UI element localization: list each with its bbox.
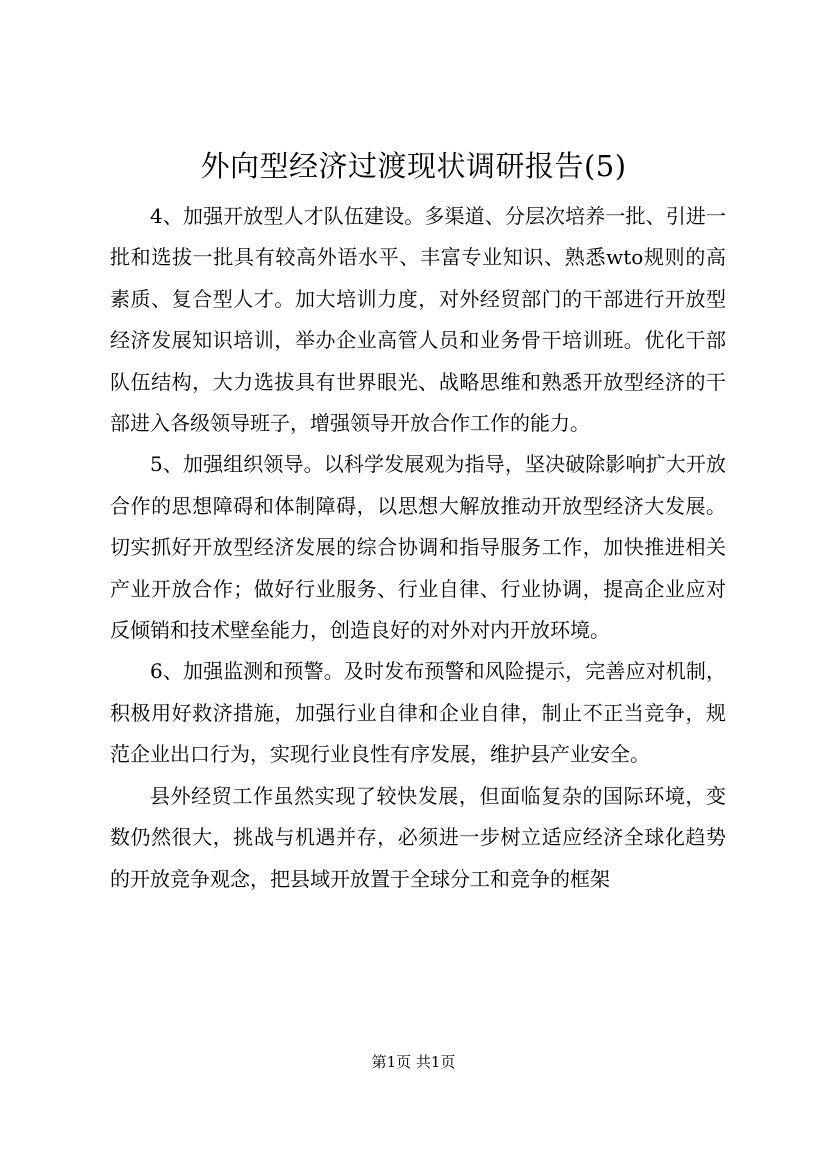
paragraph-talent-building: 4、加强开放型人才队伍建设。多渠道、分层次培养一批、引进一批和选拔一批具有较高外语水平、丰富专业知识、熟悉wto规则的高素质、复合型人才。加大培训力度，对外经贸部门的干部进行开放型经济发展知识培训，举办企业高管人员和业务骨干培训班。优化干部队伍结构，大力选拔具有世界眼光、战略思维和熟悉开放型经济的干部进入各级领导班子，增强领导开放合作工作的能力。: [110, 204, 726, 436]
document-body: [110, 196, 726, 900]
paragraph-organization-leadership: 5、加强组织领导。以科学发展观为指导，坚决破除影响扩大开放合作的思想障碍和体制障碍，以思想大解放推动开放型经济大发展。切实抓好开放型经济发展的综合协调和指导服务工作，加快推进相关产业开放合作；做好行业服务、行业自律、行业协调，提高企业应对反倾销和技术壁垒能力，创造良好的对外对内开放环境。: [110, 452, 726, 643]
page-footer: 第1页 共1页: [371, 1053, 456, 1071]
paragraph-conclusion: 县外经贸工作虽然实现了较快发展，但面临复杂的国际环境，变数仍然很大，挑战与机遇并存，必须进一步树立适应经济全球化趋势的开放竞争观念，把县域开放置于全球分工和竞争的框架: [110, 783, 726, 891]
document-title: 外向型经济过渡现状调研报告(5): [200, 149, 627, 183]
paragraph-monitoring-warning: 6、加强监测和预警。及时发布预警和风险提示，完善应对机制，积极用好救济措施，加强行业自律和企业自律，制止不正当竞争，规范企业出口行为，实现行业良性有序发展，维护县产业安全。: [110, 659, 726, 767]
